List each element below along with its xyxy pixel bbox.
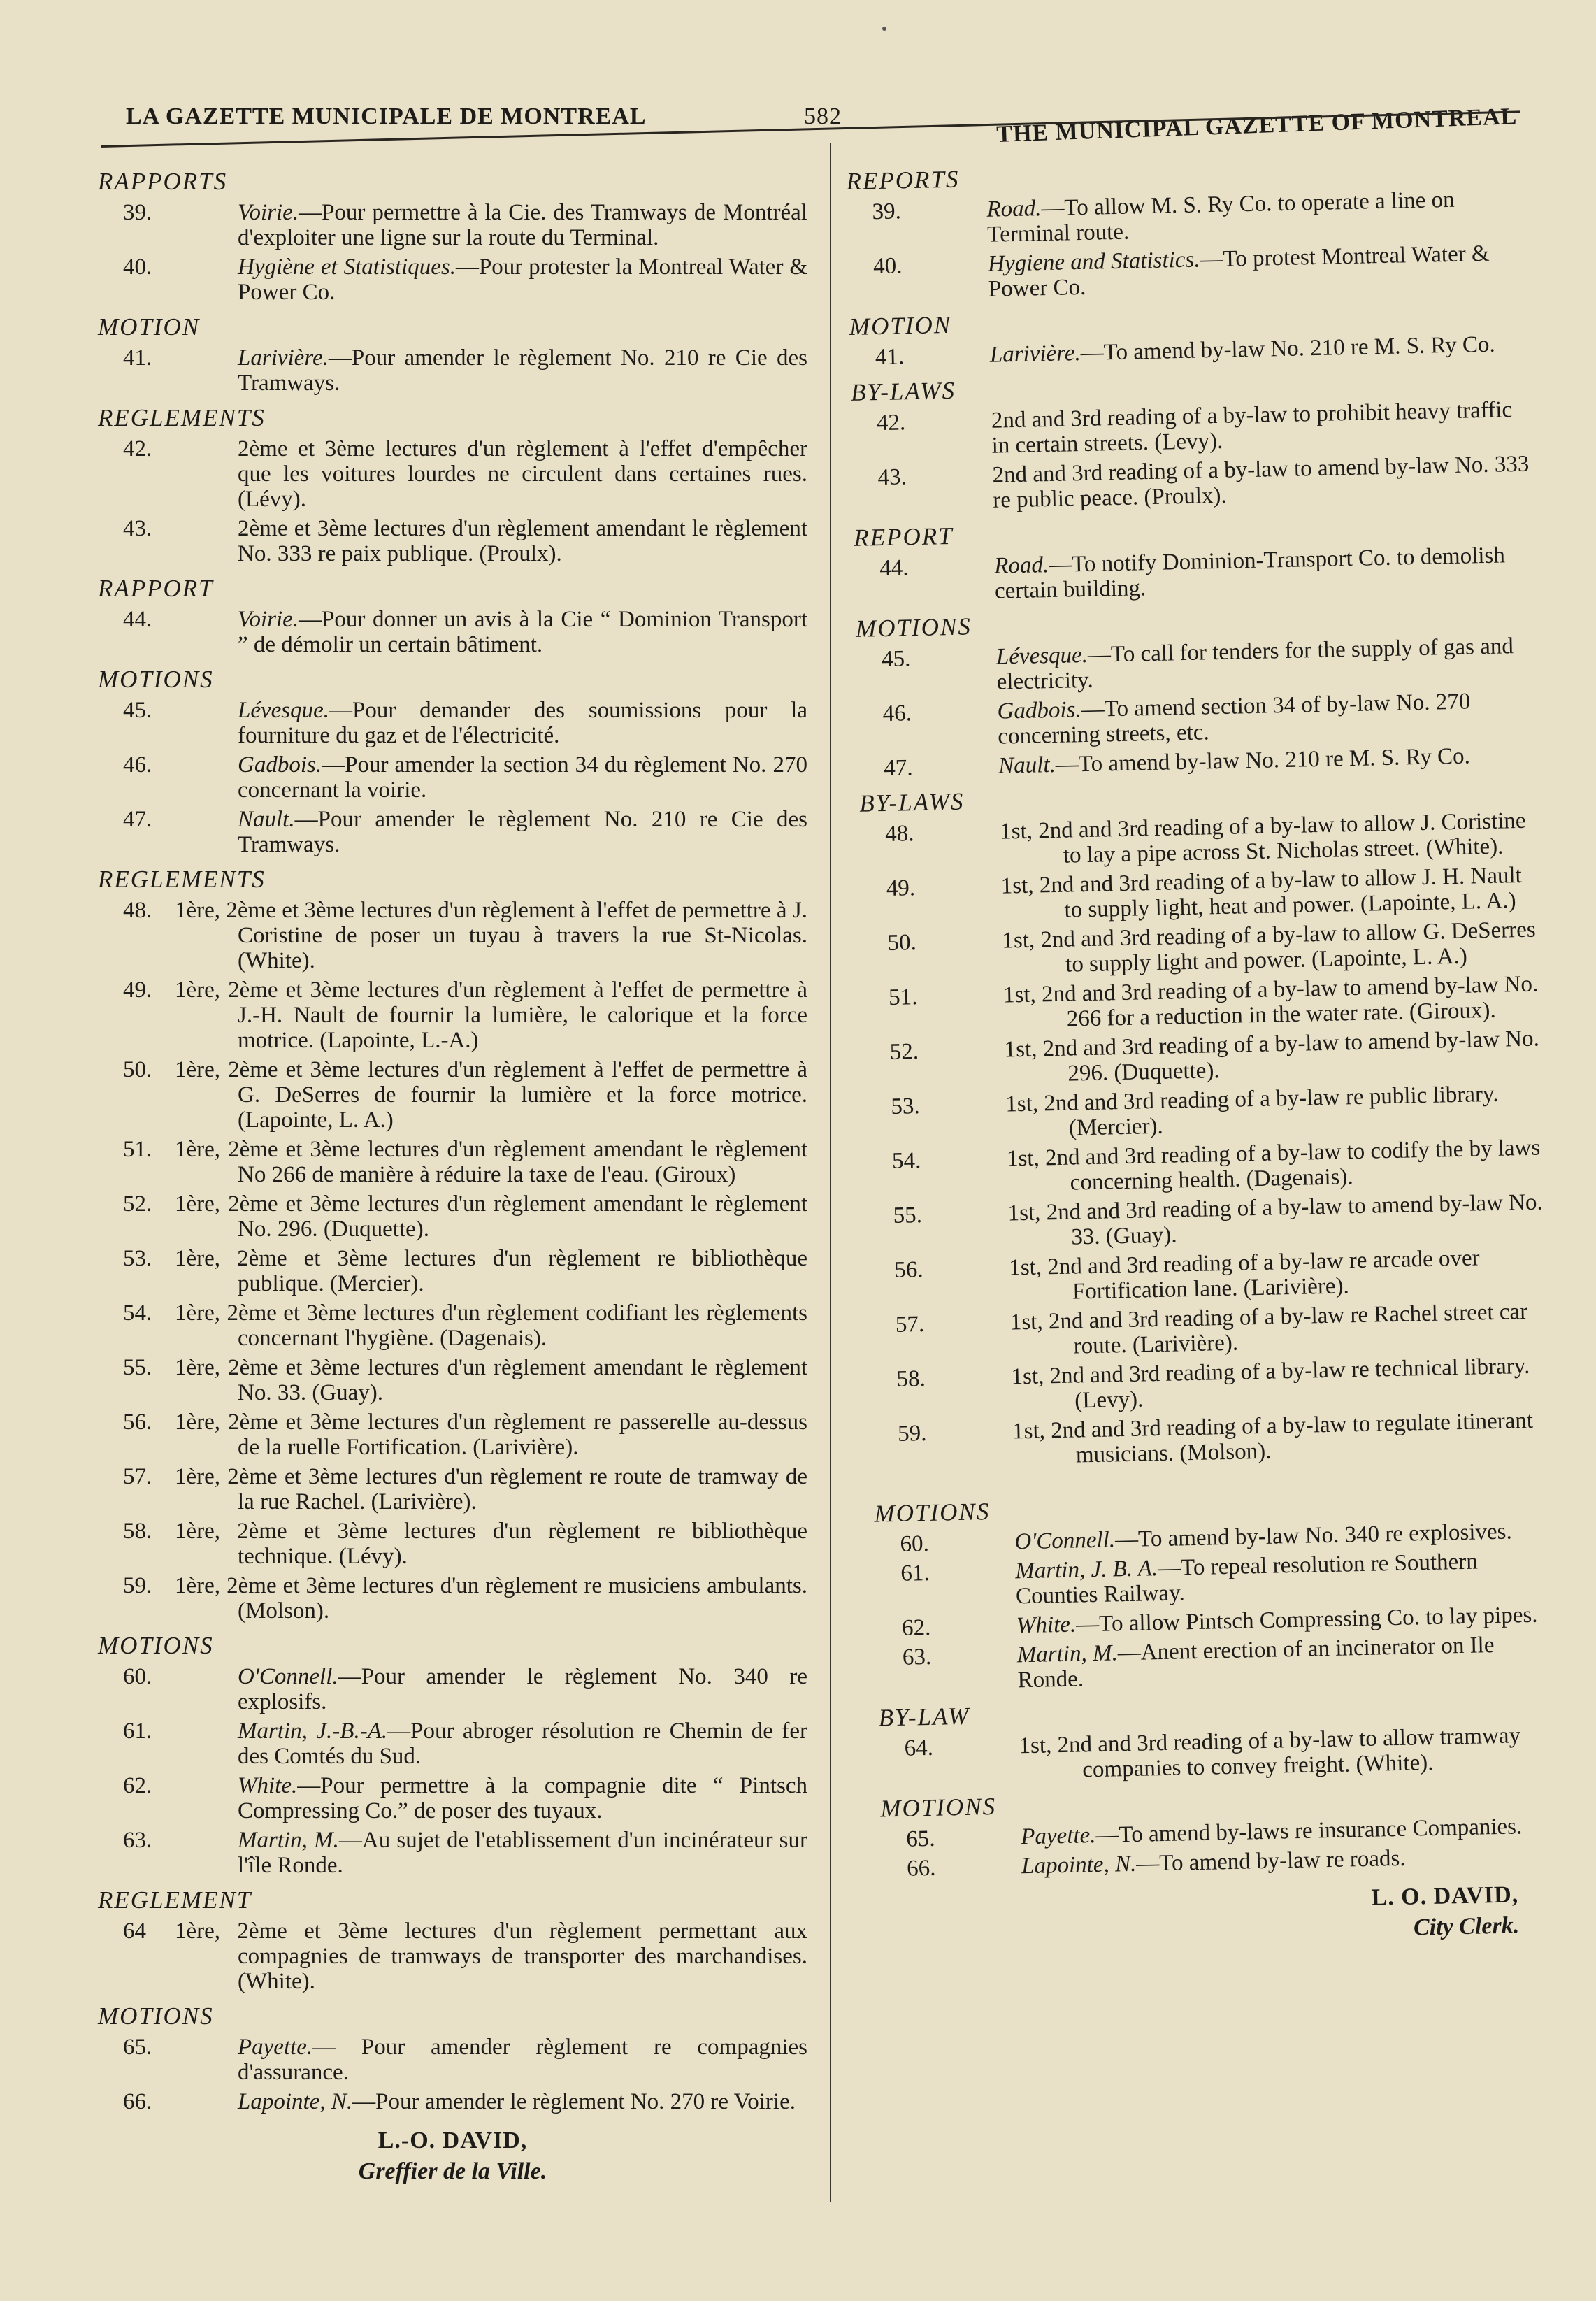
item-number: 60. — [900, 1531, 930, 1557]
item-number: 52. — [889, 1039, 919, 1065]
item-number: 59. — [897, 1420, 927, 1447]
item-number: 41. — [875, 344, 905, 371]
item-text: 2ème et 3ème lectures d'un règlement amendant le règlement No. 296. (Duquette). — [228, 1191, 808, 1242]
item-text: 2ème et 3ème lectures d'un règlement re bibliothèque publique. (Mercier). — [237, 1246, 807, 1296]
item-text: —To amend by-law No. 340 re explosives. — [1114, 1519, 1513, 1553]
agenda-item — [851, 397, 1530, 461]
item-number: 57. — [123, 1464, 152, 1489]
item-author: Payette. — [1020, 1823, 1096, 1850]
item-text: 1st, 2nd and 3rd reading of a by-law to codify the by laws concerning health. (Dagenais). — [1006, 1135, 1541, 1196]
item-number: 45. — [123, 698, 152, 723]
item-text: —To repeal resolution re Southern Counties Railway. — [1015, 1549, 1479, 1610]
agenda-item — [98, 2089, 807, 2114]
agenda-item — [98, 1410, 807, 1460]
item-lead: 1ère, — [175, 977, 221, 1003]
item-author: Hygiene and Statistics. — [987, 247, 1200, 277]
item-lead: 1ère, — [175, 1919, 221, 1944]
agenda-item — [869, 1244, 1548, 1308]
item-text: —Pour demander des soumissions pour la fourniture du gaz et de l'électricité. — [238, 698, 807, 748]
item-text: 1st, 2nd and 3rd reading of a by-law to allow J. H. Nault to supply light, heat and power. (Lapointe, L. A.) — [1000, 862, 1523, 923]
agenda-item — [98, 1519, 807, 1569]
section-heading: MOTIONS — [880, 1793, 997, 1823]
item-number: 42. — [123, 436, 152, 461]
item-number: 45. — [881, 646, 911, 673]
section-heading: MOTIONS — [98, 1632, 214, 1659]
agenda-item — [98, 1773, 807, 1823]
item-number: 56. — [123, 1410, 152, 1435]
item-number: 57. — [895, 1312, 925, 1338]
agenda-item — [98, 345, 807, 396]
agenda-item — [852, 452, 1531, 516]
item-text: 2ème et 3ème lectures d'un règlement à l'effet de permettre à J.-H. Nault de fournir la lumière, le calorique et la force motrice. (Lapointe, L.-A.) — [228, 977, 808, 1053]
section-heading: MOTIONS — [98, 666, 214, 693]
item-text: —To amend by-law re roads. — [1135, 1845, 1406, 1877]
header-title-fr: LA GAZETTE MUNICIPALE DE MONTREAL — [126, 103, 647, 129]
item-number: 61. — [900, 1560, 930, 1586]
agenda-item — [98, 977, 807, 1053]
agenda-item — [856, 633, 1535, 698]
agenda-item — [861, 862, 1539, 926]
agenda-item — [98, 607, 807, 657]
item-number: 42. — [876, 410, 906, 436]
item-text: 2ème et 3ème lectures d'un règlement amendant le règlement No 266 de manière à réduire la taxe de l'eau. (Giroux) — [228, 1137, 808, 1187]
section-heading: RAPPORTS — [98, 168, 228, 195]
section-heading: REGLEMENTS — [98, 866, 266, 893]
item-text: 1st, 2nd and 3rd reading of a by-law re technical library. (Levy). — [1011, 1353, 1530, 1414]
item-author: Lapointe, N. — [238, 2089, 353, 2114]
agenda-item — [872, 1407, 1551, 1472]
item-text: —Pour amender le règlement No. 270 re Voirie. — [352, 2089, 796, 2114]
item-number: 59. — [123, 1573, 152, 1598]
item-text: 1st, 2nd and 3rd reading of a by-law to allow G. DeSerres to supply light and power. (Lapointe, L. A.) — [1002, 917, 1537, 977]
item-text: 2ème et 3ème lectures d'un règlement à l'effet de permettre à G. DeSerres de fournir la lumière et la force motrice. (Lapointe, L. A.) — [228, 1057, 808, 1133]
item-author: Voirie. — [238, 200, 299, 225]
section-heading: MOTION — [849, 310, 952, 341]
agenda-item — [868, 1189, 1546, 1254]
item-number: 51. — [123, 1137, 152, 1162]
item-number: 64. — [904, 1735, 934, 1761]
item-number: 53. — [123, 1246, 152, 1271]
section-heading: BY-LAWS — [850, 376, 956, 406]
agenda-item — [875, 1547, 1554, 1612]
item-lead: 1ère, — [175, 1057, 221, 1082]
item-lead: 1ère, — [175, 1519, 221, 1544]
agenda-item — [98, 200, 807, 250]
item-number: 60. — [123, 1664, 152, 1689]
item-text: 2ème et 3ème lectures d'un règlement re route de tramway de la rue Rachel. (Larivière). — [227, 1464, 807, 1514]
item-lead: 1ère, — [175, 1300, 221, 1326]
agenda-item — [860, 808, 1539, 872]
agenda-item — [98, 1057, 807, 1133]
agenda-item — [848, 241, 1527, 305]
item-text: —Pour amender le règlement No. 210 re Cie des Tramways. — [238, 807, 807, 857]
agenda-item — [98, 1355, 807, 1405]
item-number: 66. — [906, 1855, 936, 1881]
agenda-item — [854, 543, 1533, 607]
item-number: 46. — [123, 752, 152, 777]
item-text: —Pour abroger résolution re Chemin de fer des Comtés du Sud. — [238, 1719, 807, 1769]
item-number: 49. — [886, 875, 916, 902]
item-number: 65. — [123, 2035, 152, 2060]
agenda-item — [879, 1722, 1558, 1786]
speck — [882, 27, 886, 31]
item-text: —Anent erection of an incinerator on Ile Ronde. — [1017, 1633, 1495, 1693]
agenda-item — [98, 898, 807, 973]
item-number: 63. — [123, 1828, 152, 1853]
agenda-item — [857, 688, 1536, 752]
item-text: 2ème et 3ème lectures d'un règlement amendant le règlement No. 33. (Guay). — [228, 1355, 808, 1405]
item-author: Hygiène et Statistiques. — [238, 255, 456, 280]
item-text: —Pour amender la section 34 du règlement No. 270 concernant la voirie. — [238, 752, 807, 803]
item-number: 50. — [887, 930, 917, 956]
agenda-item — [865, 1080, 1544, 1145]
item-author: Road. — [993, 552, 1049, 579]
item-text: 1st, 2nd and 3rd reading of a by-law to allow tramway companies to convey freight. (White). — [1019, 1723, 1521, 1783]
agenda-item — [98, 1828, 807, 1878]
agenda-item — [98, 2035, 807, 2085]
item-text: 2ème et 3ème lectures d'un règlement re passerelle au-dessus de la ruelle Fortification. (Larivière). — [228, 1410, 808, 1460]
item-number: 47. — [123, 807, 152, 832]
item-number: 39. — [123, 200, 152, 225]
item-number: 46. — [882, 701, 912, 727]
item-text: —To amend section 34 of by-law No. 270 concerning streets, etc. — [997, 689, 1471, 750]
agenda-item — [98, 752, 807, 803]
section-heading: BY-LAWS — [858, 787, 965, 817]
signatory-title: Greffier de la Ville. — [358, 2158, 547, 2184]
agenda-item — [98, 807, 807, 857]
item-number: 58. — [123, 1519, 152, 1544]
item-author: Martin, M. — [238, 1828, 339, 1853]
section-heading: MOTION — [98, 313, 201, 341]
item-author: Lévesque. — [995, 642, 1088, 670]
section-heading: REPORT — [853, 522, 954, 552]
item-text: 1st, 2nd and 3rd reading of a by-law to allow J. Coristine to lay a pipe across St. Nicholas street. (White). — [999, 808, 1526, 868]
item-author: Larivière. — [238, 345, 329, 371]
item-number: 54. — [123, 1300, 152, 1326]
agenda-item — [877, 1631, 1556, 1696]
section-heading: REGLEMENTS — [98, 404, 266, 431]
signatory-name: L. O. DAVID, — [1371, 1881, 1519, 1911]
section-heading: RAPPORT — [98, 575, 214, 602]
agenda-item — [870, 1298, 1549, 1363]
item-text: —To call for tenders for the supply of gas and electricity. — [996, 633, 1514, 695]
item-text: —To amend by-law No. 210 re M. S. Ry Co. — [1055, 743, 1471, 777]
item-text: 2ème et 3ème lectures d'un règlement re bibliothèque technique. (Lévy). — [237, 1519, 807, 1569]
item-number: 40. — [872, 253, 903, 280]
item-text: 1st, 2nd and 3rd reading of a by-law re Rachel street car route. (Larivière). — [1009, 1298, 1528, 1359]
item-number: 44. — [879, 555, 909, 582]
french-column — [98, 159, 807, 2187]
item-number: 41. — [123, 345, 152, 371]
item-number: 65. — [905, 1826, 935, 1852]
item-number: 62. — [901, 1614, 931, 1641]
agenda-item — [847, 186, 1525, 250]
section-heading: MOTIONS — [98, 2002, 214, 2030]
item-number: 58. — [896, 1366, 926, 1392]
item-author: White. — [1016, 1612, 1077, 1639]
item-author: Martin, J.-B.-A. — [238, 1719, 388, 1744]
item-author: Payette. — [238, 2035, 313, 2060]
item-number: 48. — [884, 821, 914, 847]
signatory-title: City Clerk. — [1413, 1912, 1520, 1941]
item-number: 48. — [123, 898, 152, 923]
item-text: —Pour permettre à la compagnie dite “ Pintsch Compressing Co.” de poser des tuyaux. — [238, 1773, 807, 1823]
item-text: 1st, 2nd and 3rd reading of a by-law to amend by-law No. 296. (Duquette). — [1004, 1026, 1540, 1087]
item-author: White. — [238, 1773, 298, 1798]
item-text: —To notify Dominion-Transport Co. to demolish certain building. — [994, 543, 1506, 604]
item-number: 49. — [123, 977, 152, 1003]
agenda-item — [98, 698, 807, 748]
item-number: 43. — [123, 516, 152, 541]
item-author: Nault. — [998, 752, 1056, 779]
item-text: 1st, 2nd and 3rd reading of a by-law re arcade over Fortification lane. (Larivière). — [1008, 1245, 1480, 1305]
item-number: 56. — [893, 1257, 923, 1283]
item-author: Lévesque. — [238, 698, 330, 723]
item-lead: 1ère, — [175, 1246, 221, 1271]
item-text: 2ème et 3ème lectures d'un règlement permettant aux compagnies de tramways de transporter des marchandises. (White). — [237, 1919, 808, 1994]
agenda-item — [98, 255, 807, 305]
section-heading: MOTIONS — [874, 1498, 991, 1528]
item-author: O'Connell. — [1014, 1527, 1116, 1555]
agenda-item — [98, 1246, 807, 1296]
item-author: Nault. — [238, 807, 295, 832]
item-lead: 1ère, — [175, 898, 221, 923]
item-number: 55. — [893, 1203, 923, 1228]
item-text: —To amend by-law No. 210 re M. S. Ry Co. — [1080, 331, 1496, 366]
agenda-item — [98, 436, 807, 512]
item-number: 54. — [891, 1148, 921, 1174]
item-text: 2ème et 3ème lectures d'un règlement re musiciens ambulants. (Molson). — [227, 1573, 807, 1623]
item-text: 2nd and 3rd reading of a by-law to amend by-law No. 333 re public peace. (Proulx). — [992, 451, 1530, 513]
item-text: —To amend by-laws re insurance Companies. — [1095, 1814, 1523, 1849]
agenda-item — [863, 971, 1542, 1035]
item-author: Voirie. — [238, 607, 299, 632]
item-lead: 1ère, — [175, 1410, 221, 1435]
header-title-en: THE MUNICIPAL GAZETTE OF MONTREAL — [995, 103, 1518, 148]
agenda-item — [871, 1353, 1550, 1417]
item-text: 1st, 2nd and 3rd reading of a by-law re public library. (Mercier). — [1005, 1081, 1499, 1141]
section-heading: REGLEMENT — [98, 1886, 252, 1914]
section-heading: REPORTS — [846, 165, 960, 195]
item-text: 2ème et 3ème lectures d'un règlement à l'effet d'empêcher que les voitures lourdes ne circulent dans certaines rues. (Lévy). — [238, 436, 807, 512]
item-number: 66. — [123, 2089, 152, 2114]
page-number: 582 — [804, 103, 842, 129]
agenda-item — [98, 1919, 807, 1994]
item-number: 51. — [888, 984, 918, 1010]
item-text: —To allow Pintsch Compressing Co. to lay pipes. — [1075, 1602, 1538, 1637]
item-number: 50. — [123, 1057, 152, 1082]
item-number: 63. — [902, 1644, 932, 1670]
item-text: —Pour protester la Montreal Water & Power Co. — [238, 255, 807, 305]
item-text: —Pour amender le règlement No. 210 re Cie des Tramways. — [238, 345, 807, 396]
item-text: —Pour donner un avis à la Cie “ Dominion Transport ” de démolir un certain bâtiment. — [238, 607, 807, 657]
agenda-item — [98, 1719, 807, 1769]
section-heading: BY-LAW — [878, 1702, 970, 1732]
item-text: 2ème et 3ème lectures d'un règlement à l'effet de permettre à J. Coristine de poser un tuyau à travers la rue St-Nicolas. (White). — [226, 898, 807, 973]
section-heading: MOTIONS — [855, 612, 972, 643]
item-author: Martin, J. B. A. — [1014, 1556, 1158, 1584]
agenda-item — [98, 1464, 807, 1514]
item-number: 52. — [123, 1191, 152, 1217]
item-text: 2ème et 3ème lectures d'un règlement codifiant les règlements concernant l'hygiène. (Dagenais). — [227, 1300, 807, 1351]
item-text: 1st, 2nd and 3rd reading of a by-law to regulate itinerant musicians. (Molson). — [1012, 1407, 1534, 1468]
item-number: 64 — [123, 1919, 146, 1944]
item-text: —Pour permettre à la Cie. des Tramways de Montréal d'exploiter une ligne sur la route du Terminal. — [238, 200, 807, 250]
item-text: —Pour amender le règlement No. 340 re explosifs. — [238, 1664, 807, 1714]
item-text: —To protest Montreal Water & Power Co. — [988, 241, 1490, 302]
item-text: 1st, 2nd and 3rd reading of a by-law to amend by-law No. 33. (Guay). — [1007, 1189, 1544, 1250]
item-number: 44. — [123, 607, 152, 632]
agenda-item — [862, 917, 1541, 981]
item-number: 40. — [123, 255, 152, 280]
item-lead: 1ère, — [175, 1137, 221, 1162]
item-lead: 1ère, — [175, 1573, 221, 1598]
agenda-item — [867, 1135, 1546, 1199]
item-author: Gadbois. — [997, 697, 1082, 724]
signatory-name: L.-O. DAVID, — [378, 2128, 528, 2153]
agenda-item — [98, 1191, 807, 1242]
item-author: Gadbois. — [238, 752, 322, 777]
item-lead: 1ère, — [175, 1355, 221, 1380]
item-author: O'Connell. — [238, 1664, 338, 1689]
english-column — [846, 145, 1562, 1955]
agenda-item — [98, 1137, 807, 1187]
item-lead: 1ère, — [175, 1464, 221, 1489]
signature-block — [882, 1879, 1562, 1954]
item-number: 39. — [872, 199, 902, 225]
column-divider — [830, 143, 831, 2202]
agenda-item — [98, 1664, 807, 1714]
agenda-item — [98, 516, 807, 566]
item-number: 53. — [891, 1094, 921, 1119]
item-text: 2nd and 3rd reading of a by-law to prohibit heavy traffic in certain streets. (Levy). — [991, 397, 1513, 459]
item-text: —To allow M. S. Ry Co. to operate a line on Terminal route. — [986, 187, 1455, 248]
item-text: —Au sujet de l'etablissement d'un incinérateur sur l'île Ronde. — [238, 1828, 807, 1878]
item-author: Martin, M. — [1016, 1640, 1119, 1668]
item-number: 43. — [877, 464, 907, 491]
agenda-item — [864, 1026, 1543, 1090]
item-text: 1st, 2nd and 3rd reading of a by-law to amend by-law No. 266 for a reduction in the water rate. (Giroux). — [1002, 971, 1539, 1032]
signature-block — [98, 2126, 807, 2187]
item-number: 61. — [123, 1719, 152, 1744]
page-header — [98, 89, 1518, 148]
item-text: — Pour amender règlement re compagnies d'assurance. — [238, 2035, 807, 2085]
item-number: 55. — [123, 1355, 152, 1380]
agenda-item — [98, 1573, 807, 1623]
item-number: 62. — [123, 1773, 152, 1798]
agenda-item — [98, 1300, 807, 1351]
item-number: 47. — [883, 755, 913, 782]
item-author: Road. — [986, 196, 1042, 222]
item-text: 2ème et 3ème lectures d'un règlement amendant le règlement No. 333 re paix publique. (Proulx). — [238, 516, 807, 566]
item-lead: 1ère, — [175, 1191, 221, 1217]
item-author: Lapointe, N. — [1021, 1851, 1137, 1879]
item-author: Larivière. — [989, 341, 1081, 368]
